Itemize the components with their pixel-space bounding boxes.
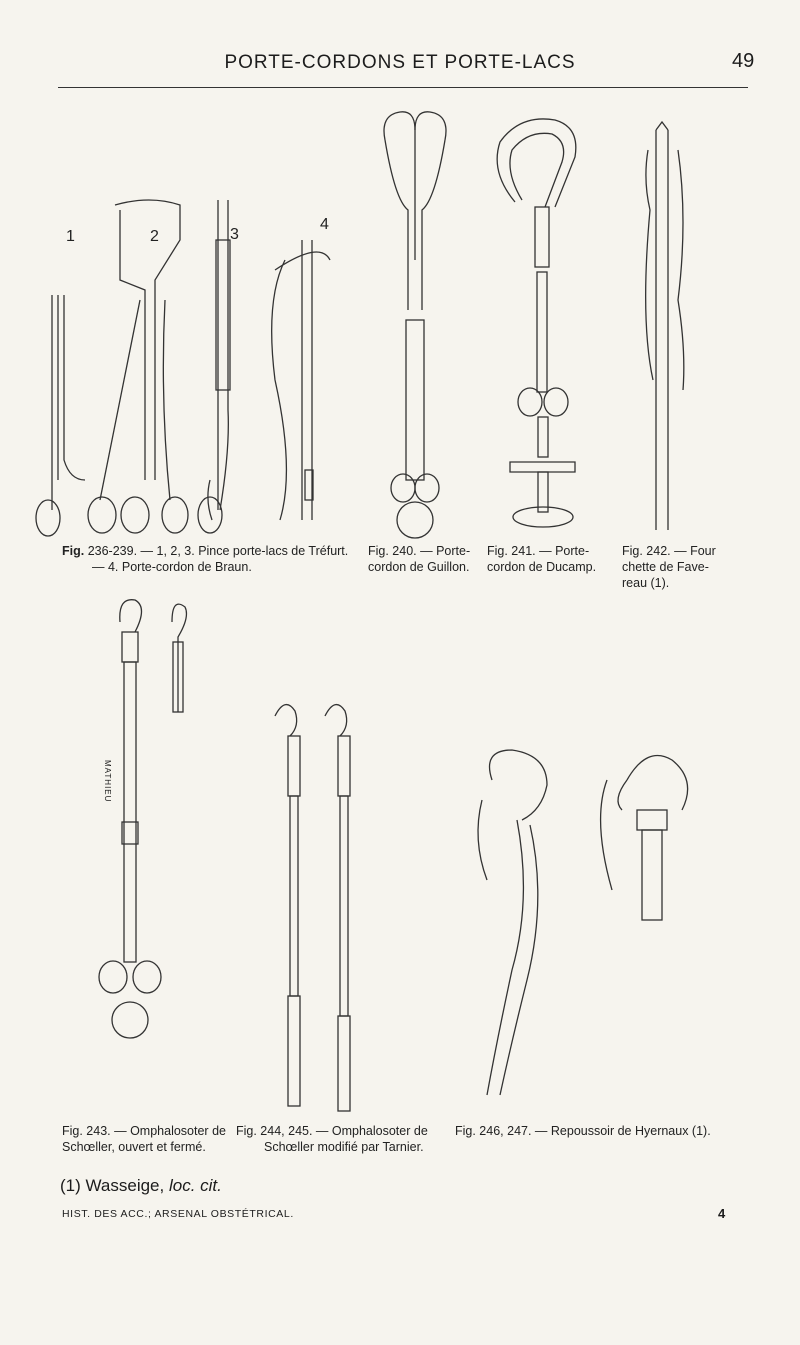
running-title: PORTE-CORDONS ET PORTE-LACS xyxy=(224,52,576,73)
figure-ducamp-cord-holder xyxy=(480,112,610,532)
caption-fig-241-line1: Fig. 241. — Porte- xyxy=(487,544,590,558)
caption-fig-241-line2: cordon de Ducamp. xyxy=(487,560,597,574)
caption-fig-243-line2: Schœller, ouvert et fermé. xyxy=(62,1140,206,1154)
caption-fig-236-line1: 236-239. — 1, 2, 3. Pince porte-lacs de Tréfurt. xyxy=(87,544,349,558)
figure-schoeller-omphalosoter xyxy=(80,592,200,1062)
figure-number-4: 4 xyxy=(320,216,329,233)
signature-mark: 4 xyxy=(718,1206,726,1221)
caption-fig-242-line1: Fig. 242. — Four xyxy=(622,544,716,558)
engraver-mark: MATHIEU xyxy=(103,760,112,803)
figure-number-1: 1 xyxy=(66,228,75,245)
caption-fig-240-line2: cordon de Guillon. xyxy=(368,560,470,574)
footnote xyxy=(60,1176,222,1196)
caption-fig-242-line3: reau (1). xyxy=(622,576,670,590)
caption-fig-244-line1: Fig. 244, 245. — Omphalosoter de xyxy=(236,1124,428,1138)
caption-fig-241 xyxy=(487,543,602,575)
figure-number-2: 2 xyxy=(150,228,159,245)
figure-tarnier-omphalosoter xyxy=(250,696,380,1116)
header-rule xyxy=(58,87,748,88)
figure-treefurt-forceps xyxy=(30,180,360,530)
caption-fig-246-line1: Fig. 246, 247. — Repoussoir de Hyernaux (1). xyxy=(455,1124,711,1138)
figure-guillon-cord-holder xyxy=(370,110,460,540)
caption-fig-label: Fig. xyxy=(62,544,85,558)
figure-favereau-fork xyxy=(638,120,708,540)
caption-fig-243 xyxy=(62,1123,262,1155)
caption-fig-240-line1: Fig. 240. — Porte- xyxy=(368,544,471,558)
footnote-marker: (1) Wasseige, xyxy=(60,1176,165,1195)
caption-fig-236-line2: — 4. Porte-cordon de Braun. xyxy=(92,560,252,574)
caption-fig-242 xyxy=(622,543,752,591)
footnote-reference: loc. cit. xyxy=(168,1176,222,1195)
figure-number-3: 3 xyxy=(230,226,239,243)
caption-fig-242-line2: chette de Fave- xyxy=(622,560,709,574)
caption-fig-244-245 xyxy=(236,1123,466,1155)
caption-fig-243-line1: Fig. 243. — Omphalosoter de xyxy=(62,1124,226,1138)
figure-hyernaux-repusher xyxy=(452,740,712,1100)
caption-fig-236-239 xyxy=(62,543,362,575)
caption-fig-244-line2: Schœller modifié par Tarnier. xyxy=(264,1140,424,1154)
imprint-title: HIST. DES ACC.; ARSENAL OBSTÉTRICAL. xyxy=(62,1208,294,1220)
caption-fig-246-247 xyxy=(455,1123,755,1139)
caption-fig-240 xyxy=(368,543,483,575)
page-number: 49 xyxy=(732,50,755,72)
